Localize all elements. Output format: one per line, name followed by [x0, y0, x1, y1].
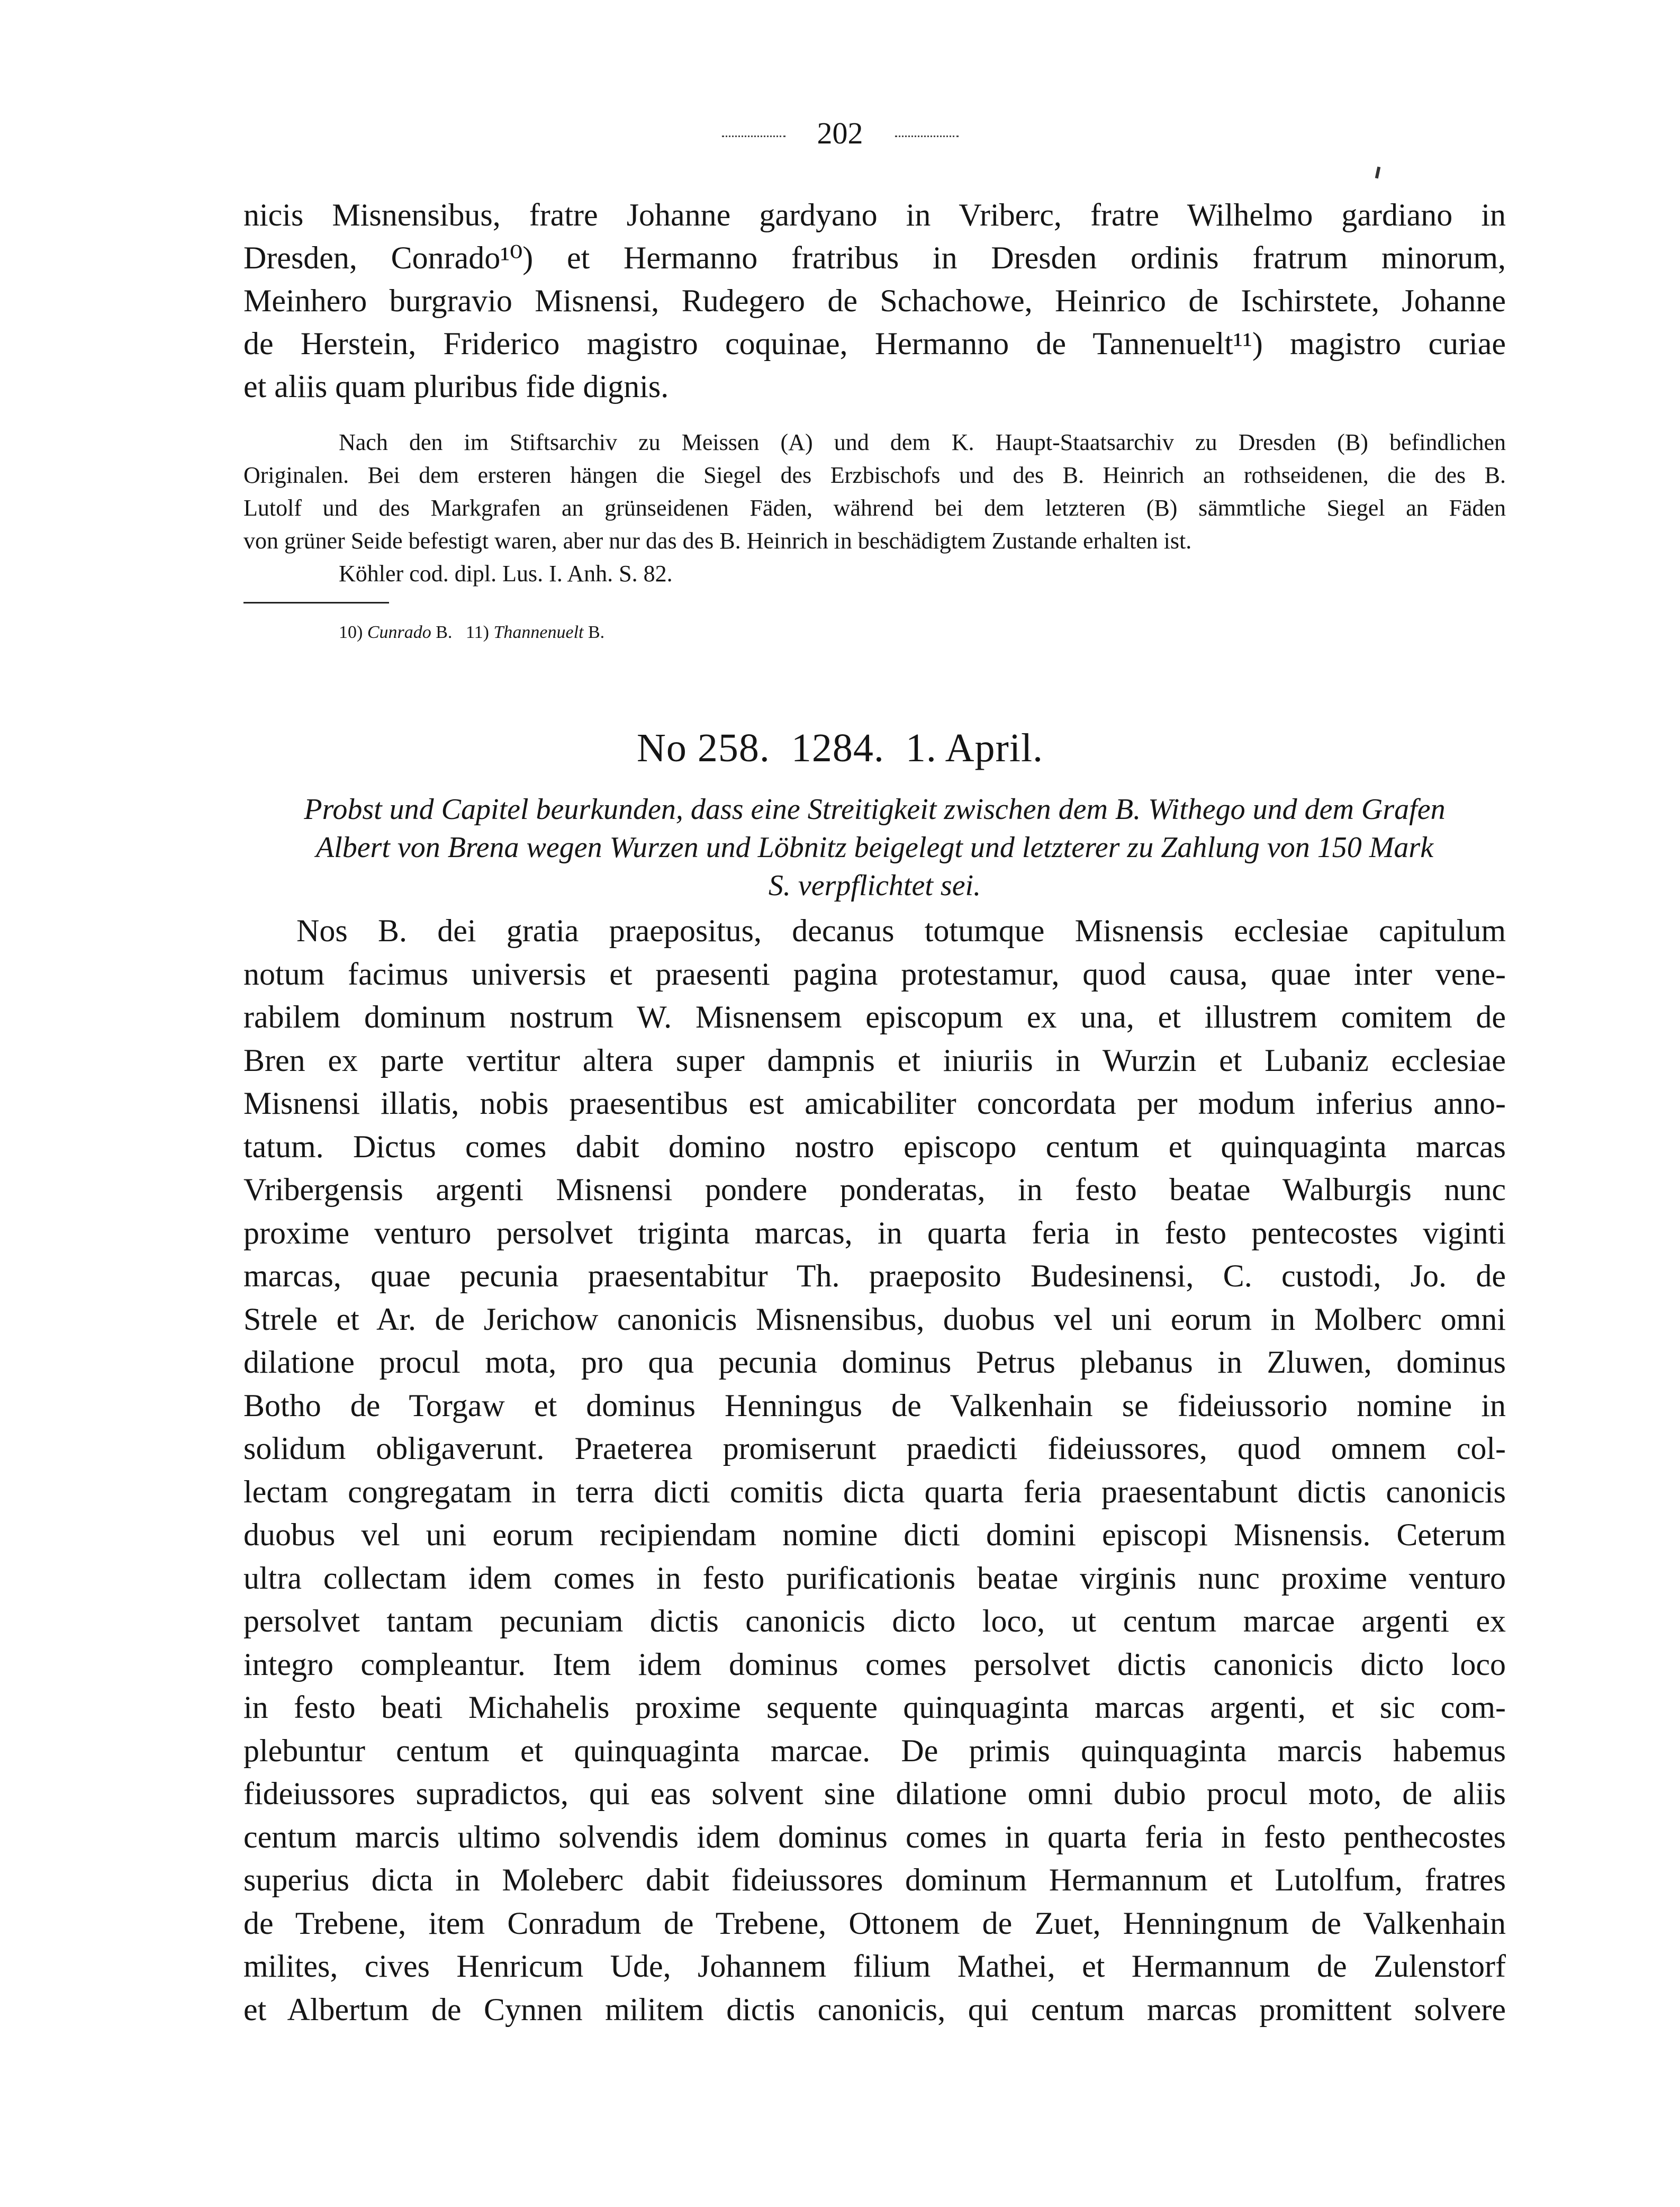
footnote-10-variant: Cunrado: [367, 623, 431, 642]
footnote-10-source: B.: [436, 623, 453, 642]
source-note: [243, 426, 1506, 590]
source-note-line: Nach den im Stiftsarchiv zu Meissen (A) und dem K. Haupt-Staatsarchiv zu Dresden (B) befindlichen: [339, 429, 1506, 455]
text-line: Strele et Ar. de Jerichow canonicis Misnensibus, duobus vel uni eorum in Molberc omni: [243, 1301, 1506, 1337]
text-line: integro compleantur. Item idem dominus comes persolvet dictis canonicis dicto loco: [243, 1646, 1506, 1682]
text-line: in festo beati Michahelis proxime sequente quinquaginta marcas argenti, et sic com-: [243, 1690, 1506, 1725]
text-line: marcas, quae pecunia praesentabitur Th. praeposito Budesinensi, C. custodi, Jo. de: [243, 1258, 1506, 1293]
footnote-11-number: 11): [465, 623, 489, 642]
text-line: Vribergensis argenti Misnensi pondere ponderatas, in festo beatae Walburgis nunc: [243, 1172, 1506, 1207]
document-summary: [243, 790, 1506, 905]
summary-line: S. verpflichtet sei.: [768, 869, 981, 902]
footnote-10-number: 10): [339, 623, 363, 642]
source-note-line: Originalen. Bei dem ersteren hängen die Siegel des Erzbischofs und des B. Heinrich an rothseidenen, die des B.: [243, 462, 1506, 488]
footnote-11-variant: Thannenuelt: [493, 623, 584, 642]
continuation-text: [243, 194, 1506, 408]
footnote-rule: [243, 602, 389, 603]
text-line: plebuntur centum et quinquaginta marcae. De primis quinquaginta marcis habemus: [243, 1733, 1506, 1768]
print-speck: [1375, 167, 1380, 179]
text-line: superius dicta in Moleberc dabit fideiussores dominum Hermannum et Lutolfum, fratres: [243, 1862, 1506, 1897]
text-line: persolvet tantam pecuniam dictis canonicis dicto loco, ut centum marcae argenti ex: [243, 1604, 1506, 1638]
text-line: Meinhero burgravio Misnensi, Rudegero de Schachowe, Heinrico de Ischirstete, Johanne: [243, 283, 1506, 318]
text-line: milites, cives Henricum Ude, Johannem filium Mathei, et Hermannum de Zulenstorf: [243, 1949, 1506, 1984]
text-line: et aliis quam pluribus fide dignis.: [243, 369, 669, 404]
header-rule-left: [722, 136, 785, 137]
text-line: proxime venturo persolvet triginta marcas, in quarta feria in festo pentecostes viginti: [243, 1215, 1506, 1250]
text-line: Misnensi illatis, nobis praesentibus est amicabiliter concordata per modum inferius anno-: [243, 1086, 1506, 1121]
text-line: duobus vel uni eorum recipiendam nomine dicti domini episcopi Misnensis. Ceterum: [243, 1517, 1506, 1552]
source-reference: Köhler cod. dipl. Lus. I. Anh. S. 82.: [339, 561, 673, 587]
text-line: solidum obligaverunt. Praeterea promiserunt praedicti fideiussores, quod omnem col-: [243, 1431, 1506, 1466]
text-line: Dresden, Conrado¹⁰) et Hermanno fratribus in Dresden ordinis fratrum minorum,: [243, 240, 1506, 275]
text-line: nicis Misnensibus, fratre Johanne gardyano in Vriberc, fratre Wilhelmo gardiano in: [243, 197, 1506, 232]
text-line: lectam congregatam in terra dicti comitis dicta quarta feria praesentabunt dictis canonicis: [243, 1474, 1506, 1509]
text-line: centum marcis ultimo solvendis idem dominus comes in quarta feria in festo penthecostes: [243, 1819, 1506, 1854]
text-line: Botho de Torgaw et dominus Henningus de Valkenhain se fideiussorio nomine in: [243, 1388, 1506, 1423]
text-line: Bren ex parte vertitur altera super dampnis et iniuriis in Wurzin et Lubaniz ecclesiae: [243, 1042, 1506, 1078]
header-rule-right: [895, 136, 959, 137]
document-text: [243, 909, 1506, 2031]
text-line: notum facimus universis et praesenti pagina protestamur, quod causa, quae inter vene-: [243, 956, 1506, 992]
text-line: de Herstein, Friderico magistro coquinae, Hermanno de Tannenuelt¹¹) magistro curiae: [243, 326, 1506, 361]
text-line: rabilem dominum nostrum W. Misnensem episcopum ex una, et illustrem comitem de: [243, 999, 1506, 1034]
source-note-line: Lutolf und des Markgrafen an grünseidenen Fäden, während bei dem letzteren (B) sämmtliche Siegel an Fäden: [243, 495, 1506, 521]
page-number: 202: [817, 116, 863, 150]
text-line: Nos B. dei gratia praepositus, decanus totumque Misnensis ecclesiae capitulum: [296, 913, 1506, 948]
document-heading: No 258. 1284. 1. April.: [636, 726, 1044, 770]
text-line: ultra collectam idem comes in festo purificationis beatae virginis nunc proxime venturo: [243, 1560, 1506, 1596]
text-line: et Albertum de Cynnen militem dictis canonicis, qui centum marcas promittent solvere: [243, 1992, 1506, 2027]
footnote-11-source: B.: [588, 623, 605, 642]
text-line: dilatione procul mota, pro qua pecunia dominus Petrus plebanus in Zluwen, dominus: [243, 1345, 1506, 1380]
source-note-line: von grüner Seide befestigt waren, aber nur das des B. Heinrich in beschädigtem Zustande erhalten ist.: [243, 528, 1192, 554]
text-line: de Trebene, item Conradum de Trebene, Ottonem de Zuet, Henningnum de Valkenhain: [243, 1905, 1506, 1941]
page-header: [0, 115, 1680, 151]
summary-line: Probst und Capitel beurkunden, dass eine Streitigkeit zwischen dem B. Withego und dem Grafen: [304, 793, 1446, 826]
text-line: tatum. Dictus comes dabit domino nostro episcopo centum et quinquaginta marcas: [243, 1129, 1506, 1164]
footnotes: [339, 619, 604, 646]
text-line: fideiussores supradictos, qui eas solvent sine dilatione omni dubio procul moto, de aliis: [243, 1776, 1506, 1811]
summary-line: Albert von Brena wegen Wurzen und Löbnitz beigelegt und letzterer zu Zahlung von 150 Mark: [315, 831, 1434, 864]
